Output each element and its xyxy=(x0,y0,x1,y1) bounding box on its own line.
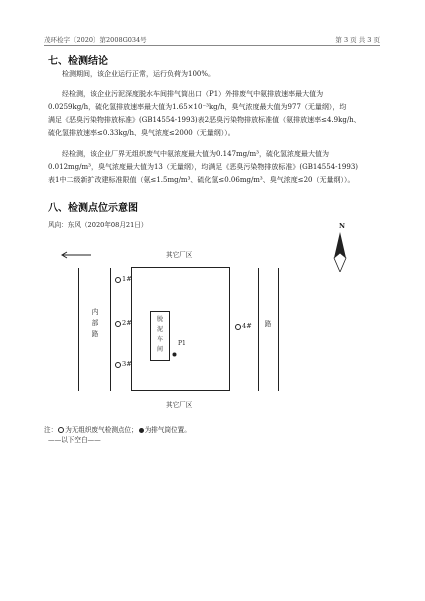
page-indicator: 第 3 页 共 3 页 xyxy=(335,36,380,44)
monitoring-point-1-label: 1# xyxy=(122,275,132,283)
conclusion-para-3-line-2: 0.012mg/m³，臭气浓度最大值为13（无量纲），均满足《恶臭污染物排放标准》(GB14554-1993) xyxy=(48,163,359,171)
blank-below-marker: ——以下空白—— xyxy=(48,436,101,444)
dewatering-workshop xyxy=(150,311,170,361)
monitoring-point-2-icon xyxy=(115,321,121,327)
wind-direction: 风向：东风（2020年08月21日） xyxy=(48,221,148,229)
monitoring-point-4-icon xyxy=(235,324,241,330)
left-road-line-inner xyxy=(110,268,111,391)
north-label: N xyxy=(339,222,346,230)
monitoring-point-4-label: 4# xyxy=(242,322,252,330)
conclusion-para-2-line-1: 经检测，该企业污泥深度脱水车间排气筒出口（P1）外排废气中氨排放速率最大值为 xyxy=(62,90,324,98)
right-road-label: 路 xyxy=(264,320,272,328)
conclusion-para-1: 检测期间，该企业运行正常，运行负荷为100%。 xyxy=(62,70,216,78)
legend-note xyxy=(44,424,191,434)
monitoring-point-3-icon xyxy=(115,362,121,368)
conclusion-para-3-line-3: 表1中二级新扩改建标准限值（氨≤1.5mg/m³、硫化氢≤0.06mg/m³、臭气浓度≤20（无量纲））。 xyxy=(48,176,355,184)
bottom-area-label: 其它厂区 xyxy=(166,401,193,409)
plant-boundary xyxy=(131,267,230,391)
wind-arrow-icon xyxy=(60,244,92,263)
legend-separator: ； xyxy=(131,426,138,434)
exhaust-stack-icon xyxy=(172,342,177,361)
top-area-label: 其它厂区 xyxy=(166,251,193,259)
north-compass-icon xyxy=(331,232,349,276)
legend-unorganized-text: 为无组织废气检测点位 xyxy=(65,426,132,434)
conclusion-para-2-line-3: 满足《恶臭污染物排放标准》(GB14554-1993)表2恶臭污染物排放标准值（氨排放速率≤4.9kg/h、 xyxy=(48,116,361,124)
unorganized-point-icon xyxy=(58,427,64,433)
right-road-line-inner xyxy=(258,268,259,391)
legend-stack-text: 为排气筒位置。 xyxy=(144,426,191,434)
section-7-title: 七、检测结论 xyxy=(48,56,108,67)
right-road-line-outer xyxy=(278,268,279,391)
section-8-title: 八、检测点位示意图 xyxy=(48,203,138,214)
left-road-label: 内部路 xyxy=(91,308,99,338)
conclusion-para-2-line-2: 0.0259kg/h，硫化氢排放速率最大值为1.65×10⁻³kg/h，臭气浓度最大值为977（无量纲），均 xyxy=(48,103,347,111)
conclusion-para-2-line-4: 硫化氢排放速率≤0.33kg/h、臭气浓度≤2000（无量纲））。 xyxy=(48,129,235,137)
report-number: 茂环检字〔2020〕第2008G034号 xyxy=(44,36,147,44)
monitoring-point-2-label: 2# xyxy=(122,319,132,327)
workshop-label: 脱泥车间 xyxy=(156,316,163,353)
note-prefix: 注： xyxy=(44,426,58,434)
monitoring-point-1-icon xyxy=(115,277,121,283)
left-road-line-outer xyxy=(78,268,79,391)
monitoring-point-3-label: 3# xyxy=(122,360,132,368)
p1-label: P1 xyxy=(178,340,186,347)
stack-point-icon xyxy=(139,428,144,433)
conclusion-para-3-line-1: 经检测，该企业厂界无组织废气中氨浓度最大值为0.147mg/m³，硫化氢浓度最大值为 xyxy=(62,150,329,158)
